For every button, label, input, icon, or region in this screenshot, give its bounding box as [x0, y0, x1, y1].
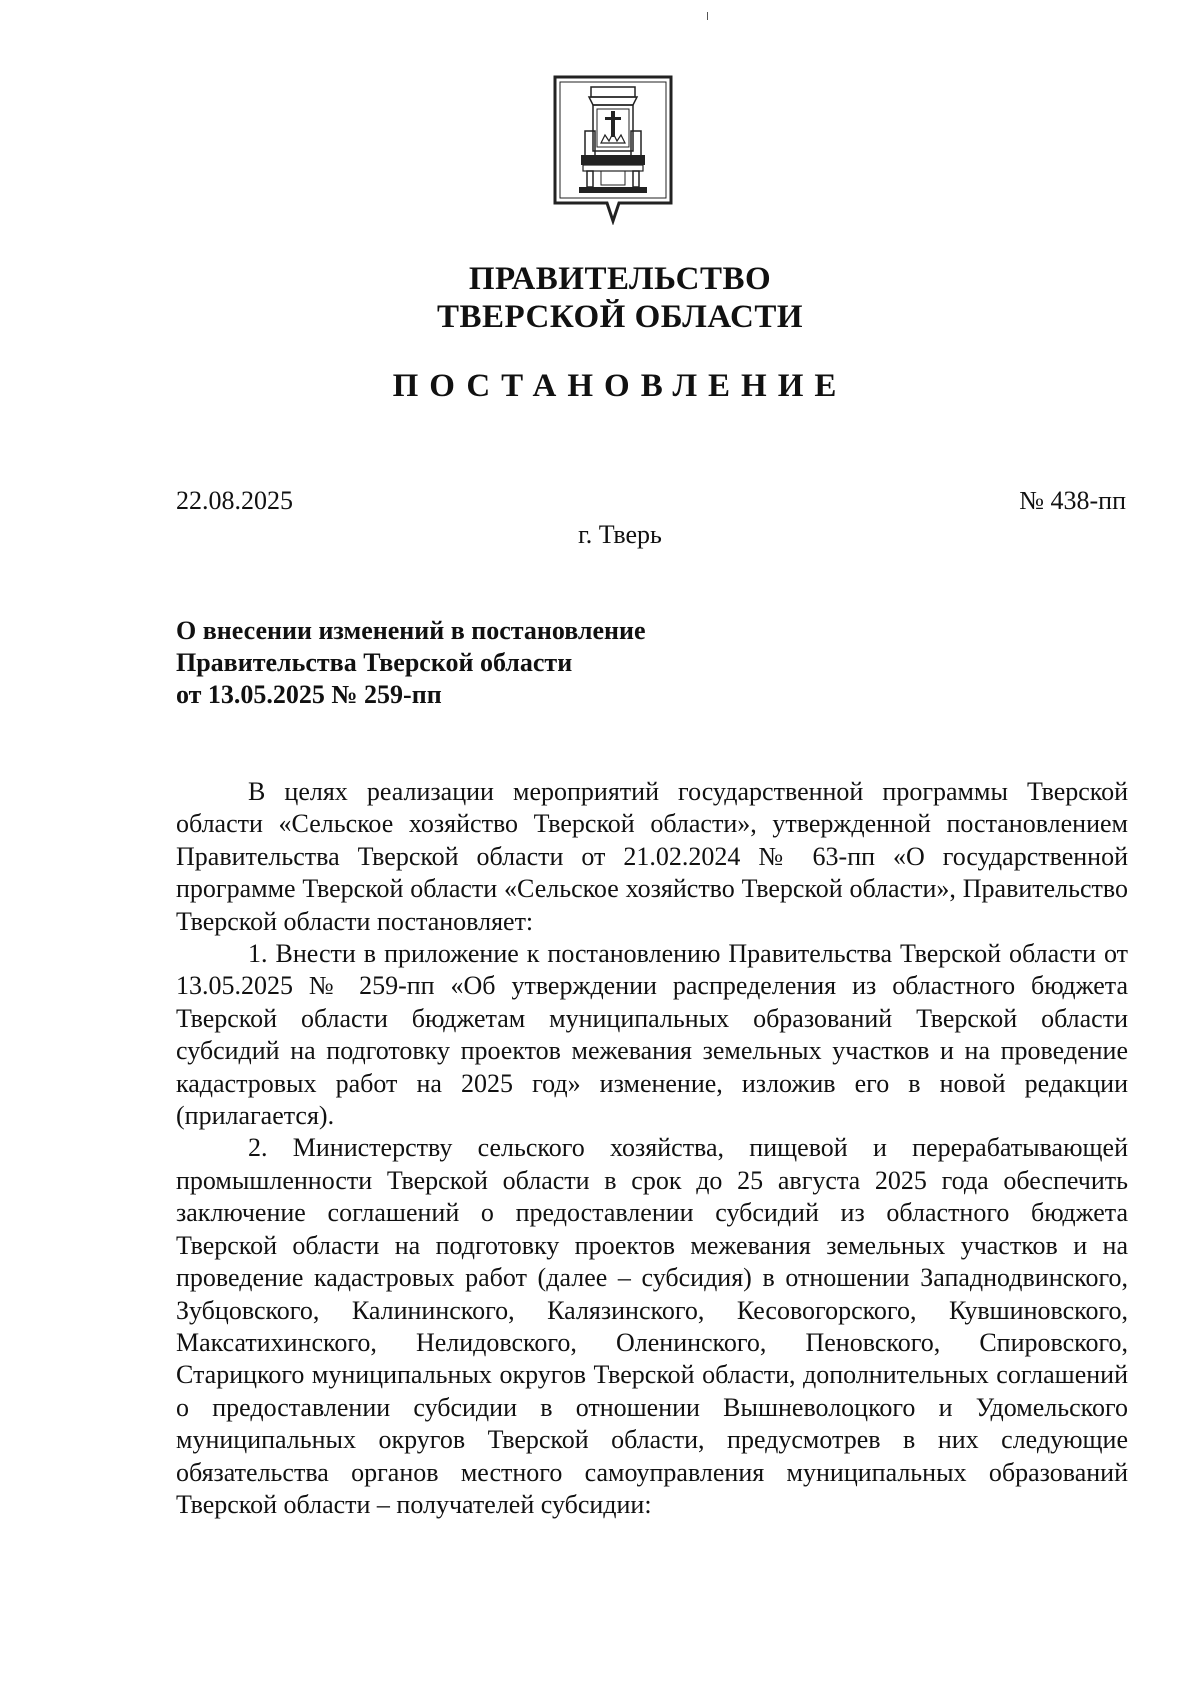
- organization-name-line1: ПРАВИТЕЛЬСТВО: [468, 261, 772, 297]
- document-type: ПОСТАНОВЛЕНИЕ: [392, 368, 848, 404]
- paragraph-preamble: В целях реализации мероприятий государственной программы Тверской области «Сельское хозяйство Тверской области», утвержденной постановлением Правительства Тверской области от 21.02.2024 № 63-пп «О государственной программе Тверской области «Сельское хозяйство Тверской области», Правительство Тверской области постановляет:: [176, 777, 1128, 936]
- coat-of-arms-icon: [553, 75, 673, 225]
- subject-line: Правительства Тверской области: [176, 648, 573, 677]
- organization-name-line2: ТВЕРСКОЙ ОБЛАСТИ: [436, 299, 804, 335]
- document-city: г. Тверь: [578, 520, 662, 549]
- subject-line: О внесении изменений в постановление: [176, 616, 646, 645]
- document-subject: [176, 615, 646, 711]
- subject-line: от 13.05.2025 № 259-пп: [176, 680, 442, 709]
- document-body: [176, 776, 1128, 1521]
- paragraph-item-2: 2. Министерству сельского хозяйства, пищевой и перерабатывающей промышленности Тверской области в срок до 25 августа 2025 года обеспечить заключение соглашений о предоставлении субсидий из областного бюджета Тверской области на подготовку проектов межевания земельных участков и на проведение кадастровых работ (далее – субсидия) в отношении Западнодвинского, Зубцовского, Калининского, Калязинского, Кесовогорского, Кувшиновского, Максатихинского, Нелидовского, Оленинского, Пеновского, Спировского, Старицкого муниципальных округов Тверской области, дополнительных соглашений о предоставлении субсидии в отношении Вышневолоцкого и Удомельского муниципальных округов Тверской области, предусмотрев в них следующие обязательства органов местного самоуправления муниципальных образований Тверской области – получателей субсидии:: [176, 1133, 1128, 1519]
- scan-mark: [707, 12, 708, 20]
- paragraph-item-1: 1. Внести в приложение к постановлению Правительства Тверской области от 13.05.2025 № 259-пп «Об утверждении распределения из областного бюджета Тверской области бюджетам муниципальных образований Тверской области субсидий на подготовку проектов межевания земельных участков и на проведение кадастровых работ на 2025 год» изменение, изложив его в новой редакции (прилагается).: [176, 939, 1128, 1131]
- document-number: № 438-пп: [1019, 486, 1126, 515]
- document-date: 22.08.2025: [176, 486, 293, 515]
